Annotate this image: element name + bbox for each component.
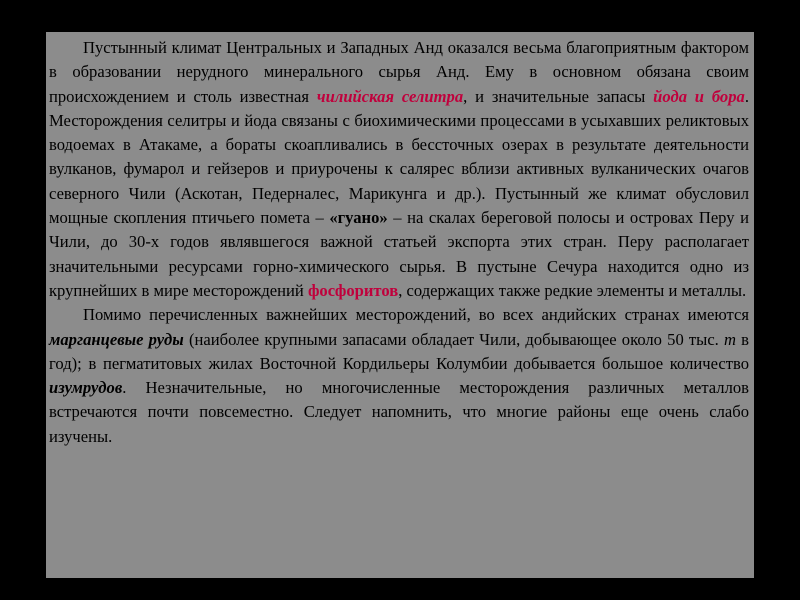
paragraph-2: [49, 303, 749, 449]
p1-text-2: , и значительные запасы: [463, 86, 654, 106]
slide-panel: [46, 32, 754, 578]
chilean-saltpeter-highlight: чилийская селитра: [316, 86, 464, 106]
text-block: [49, 36, 749, 449]
manganese-ores-term: марганцевые руды: [49, 329, 184, 349]
p1-text-4: – на скалах береговой полосы и островах Перу и Чили, до 30-х годов являвшегося важной статьей экспорта этих стран. Перу располагает значительными ресурсами горно-химического сырья. В пустыне Сечура находится одно из крупнейших в мире месторождений: [49, 208, 749, 300]
p2-text-2: (наиболее крупными запасами обладает Чили, добывающее около 50 тыс.: [183, 329, 725, 349]
iodine-boron-highlight: йода и бора: [653, 86, 745, 106]
p2-text-3: в год); в пегматитовых жилах Восточной Кордильеры Колумбии добывается большое количество: [49, 329, 750, 373]
paragraph-1: [49, 36, 749, 303]
p2-text-1: Помимо перечисленных важнейших месторождений, во всех андийских странах имеются: [83, 305, 749, 325]
p1-text-1: Пустынный климат Центральных и Западных Анд оказался весьма благоприятным фактором в образовании нерудного минерального сырья Анд. Ему в основном обязана своим происхождением и столь известная: [49, 38, 749, 106]
phosphorites-highlight: фосфоритов: [307, 280, 399, 300]
p1-text-3: . Месторождения селитры и йода связаны с биохимическими процессами в усыхавших реликтовых водоемах в Атакаме, а бораты скоапливались в бессточных озерах в результате деятельности вулканов, фумарол и гейзеров и приурочены к салярес вблизи активных вулканических очагов северного Чили (Аскотан, Педерналес, Марикунга и др.). Пустынный же климат обусловил мощные скопления птичьего помета –: [49, 86, 749, 228]
p1-text-5: , содержащих также редкие элементы и металлы.: [398, 280, 747, 300]
ton-unit: т: [724, 329, 736, 349]
emeralds-term: изумрудов: [49, 378, 123, 398]
guano-term: «гуано»: [329, 208, 388, 228]
p2-text-4: . Незначительные, но многочисленные месторождения различных металлов встречаются почти повсеместно. Следует напомнить, что многие районы еще очень слабо изучены.: [49, 378, 749, 446]
